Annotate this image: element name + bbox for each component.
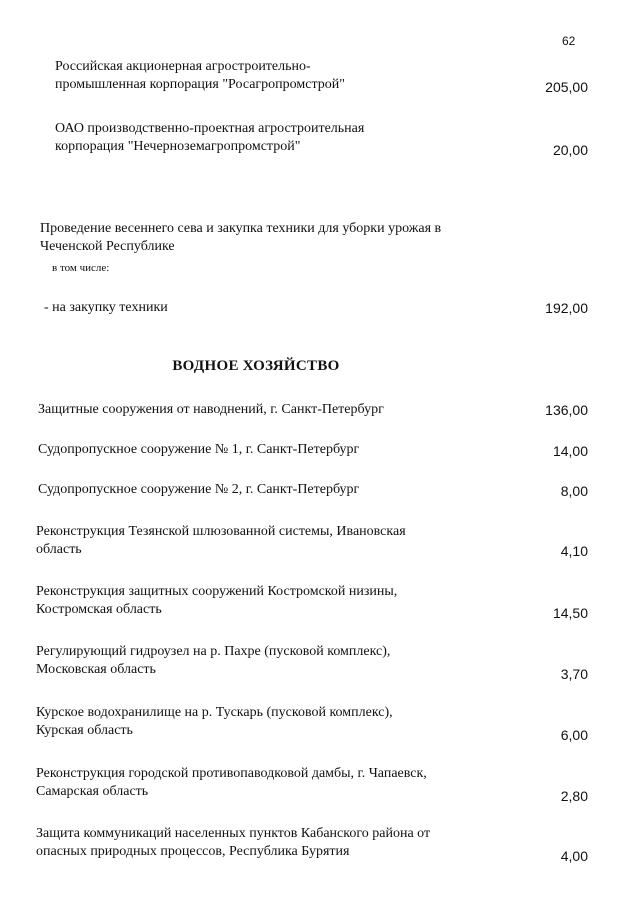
water-entry-value: 6,00 <box>560 727 588 743</box>
water-entry-text: Реконструкция защитных сооружений Костромской низины, Костромская область <box>36 584 398 617</box>
note-including: в том числе: <box>52 262 110 274</box>
entry-value-rosagropromstroy: 205,00 <box>545 79 588 95</box>
entry-text-equipment: - на закупку техники <box>44 300 168 315</box>
water-entry-text: Реконструкция Тезянской шлюзованной системы, Ивановская область <box>36 524 406 557</box>
entry-text-chechnya: Проведение весеннего сева и закупка техники для уборки урожая в Чеченской Республике <box>40 221 442 254</box>
water-entry-text: Судопропускное сооружение № 2, г. Санкт-Петербург <box>38 482 360 497</box>
entry-text-rosagropromstroy: Российская акционерная агростроительно- промышленная корпорация "Росагропромстрой" <box>55 59 345 92</box>
water-entry-text: Защита коммуникаций населенных пунктов Кабанского района от опасных природных процессов, Республика Бурятия <box>36 826 431 859</box>
water-entry-value: 4,00 <box>560 848 588 864</box>
entry-value-equipment: 192,00 <box>545 300 588 316</box>
water-entry-value: 136,00 <box>545 402 588 418</box>
water-entry-value: 14,00 <box>552 443 588 459</box>
water-entry-text: Защитные сооружения от наводнений, г. Санкт-Петербург <box>38 402 384 417</box>
water-entry-value: 3,70 <box>560 666 588 682</box>
water-entry-value: 14,50 <box>552 605 588 621</box>
water-entry-text: Курское водохранилище на р. Тускарь (пусковой комплекс), Курская область <box>36 705 393 738</box>
water-entry-value: 2,80 <box>560 788 588 804</box>
water-entry-value: 4,10 <box>560 543 588 559</box>
water-entry-text: Реконструкция городской противопаводковой дамбы, г. Чапаевск, Самарская область <box>36 766 427 799</box>
water-entry-value: 8,00 <box>560 483 588 499</box>
water-entry-text: Судопропускное сооружение № 1, г. Санкт-Петербург <box>38 442 360 457</box>
entry-text-nechernozem: ОАО производственно-проектная агростроительная корпорация "Нечерноземагропромстрой" <box>55 121 365 154</box>
water-entry-text: Регулирующий гидроузел на р. Пахре (пусковой комплекс), Московская область <box>36 644 391 677</box>
entry-value-nechernozem: 20,00 <box>552 142 588 158</box>
section-title-water: ВОДНОЕ ХОЗЯЙСТВО <box>172 358 340 374</box>
page-number: 62 <box>562 34 576 48</box>
